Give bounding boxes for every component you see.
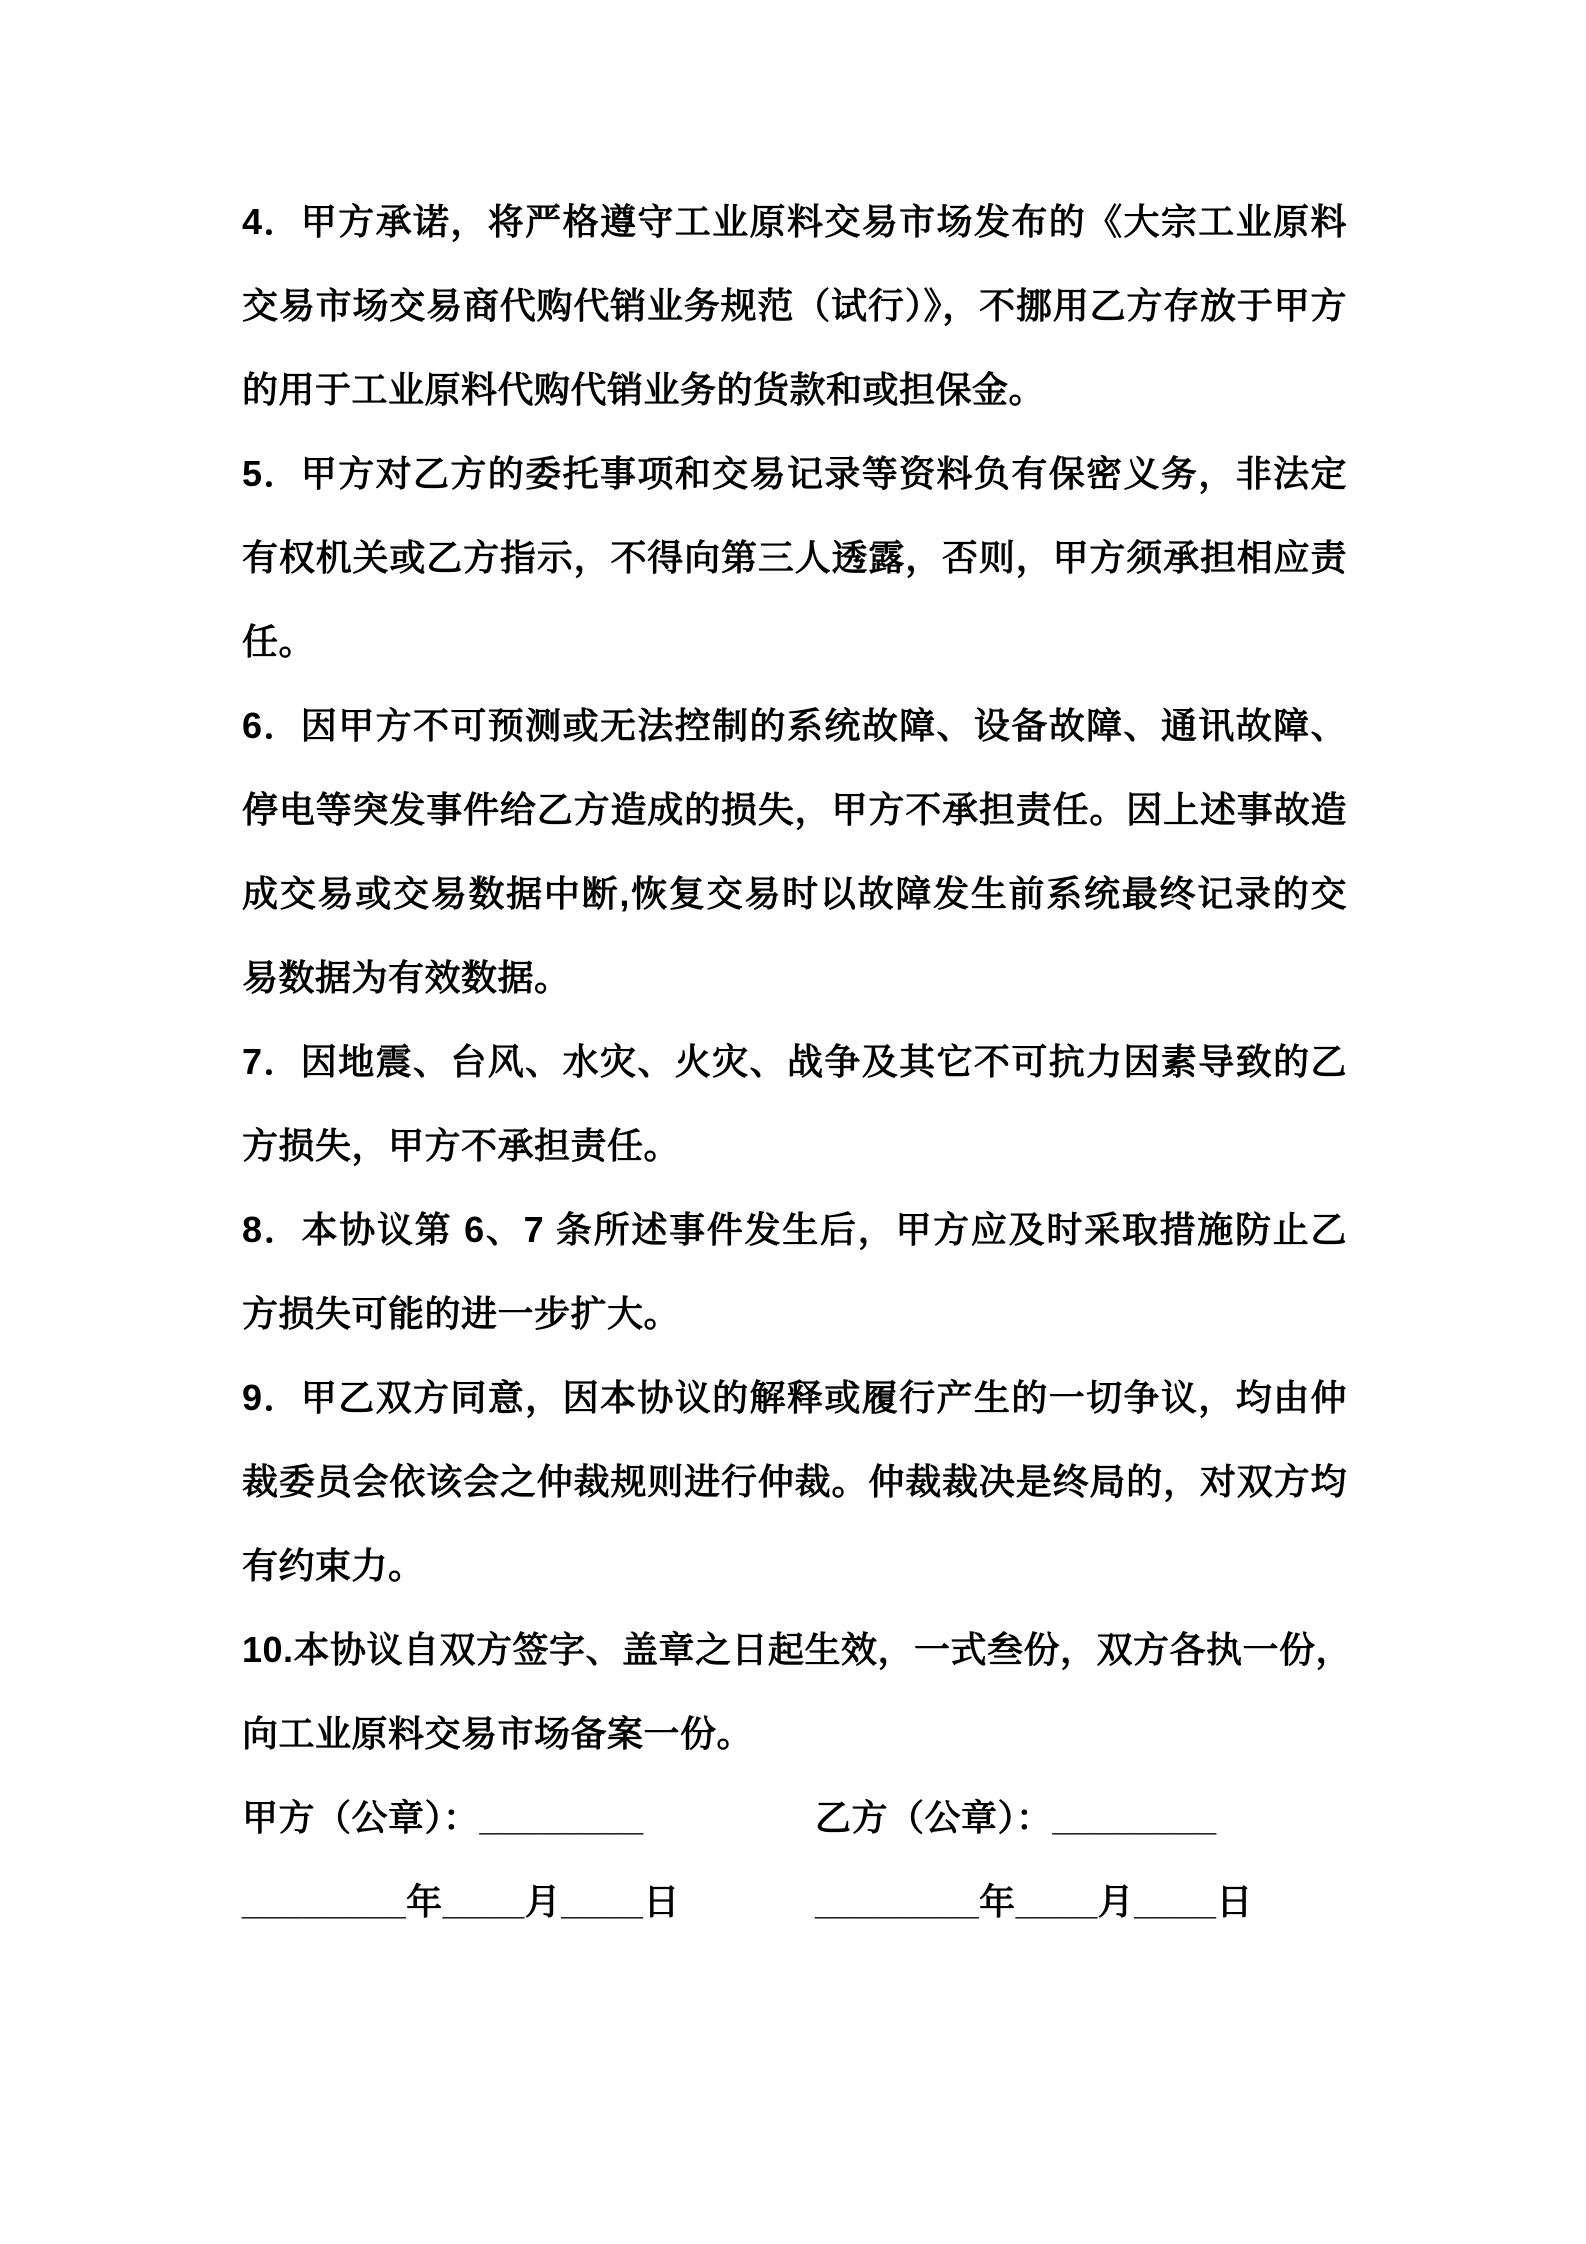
clause-6-line-1: 6．因甲方不可预测或无法控制的系统故障、设备故障、通讯故障、 <box>242 705 1347 746</box>
clause-9-line-1: 9．甲乙双方同意，因本协议的解释或履行产生的一切争议，均由仲 <box>242 1377 1347 1418</box>
party-b-date-line: ________年____月____日 <box>815 1881 1253 1922</box>
clause-5-line-1: 5．甲方对乙方的委托事项和交易记录等资料负有保密义务，非法定 <box>242 453 1347 494</box>
date-signature-row <box>242 1860 1347 1944</box>
clause-4-line-1: 4．甲方承诺，将严格遵守工业原料交易市场发布的《大宗工业原料 <box>242 201 1347 242</box>
clause-6-line-2: 停电等突发事件给乙方造成的损失，甲方不承担责任。因上述事故造 <box>242 789 1347 830</box>
seal-signature-row <box>242 1776 1347 1860</box>
clause-8-line-1: 8．本协议第 6、7 条所述事件发生后，甲方应及时采取措施防止乙 <box>242 1209 1347 1250</box>
clause-9-line-2: 裁委员会依该会之仲裁规则进行仲裁。仲裁裁决是终局的，对双方均 <box>242 1461 1347 1502</box>
clause-4-line-2: 交易市场交易商代购代销业务规范（试行）》，不挪用乙方存放于甲方 <box>242 285 1347 326</box>
contract-page-body <box>242 180 1353 1944</box>
clause-6-line-3: 成交易或交易数据中断,恢复交易时以故障发生前系统最终记录的交 <box>242 873 1347 914</box>
party-a-date-line: ________年____月____日 <box>242 1881 680 1922</box>
clause-10-line-2: 向工业原料交易市场备案一份。 <box>242 1713 754 1754</box>
clause-10-line-1: 10.本协议自双方签字、盖章之日起生效，一式叁份，双方各执一份， <box>242 1629 1353 1670</box>
clause-5-line-3: 任。 <box>242 621 316 662</box>
clause-4-line-3: 的用于工业原料代购代销业务的货款和或担保金。 <box>242 369 1046 410</box>
clause-7-line-2: 方损失，甲方不承担责任。 <box>242 1125 681 1166</box>
clause-8-line-2: 方损失可能的进一步扩大。 <box>242 1293 681 1334</box>
clause-5-line-2: 有权机关或乙方指示，不得向第三人透露，否则，甲方须承担相应责 <box>242 537 1347 578</box>
party-b-seal-line: 乙方（公章）：________ <box>815 1797 1217 1838</box>
party-a-seal-line: 甲方（公章）：________ <box>242 1797 644 1838</box>
clause-6-line-4: 易数据为有效数据。 <box>242 957 571 998</box>
clause-7-line-1: 7．因地震、台风、水灾、火灾、战争及其它不可抗力因素导致的乙 <box>242 1041 1347 1082</box>
clause-9-line-3: 有约束力。 <box>242 1545 425 1586</box>
